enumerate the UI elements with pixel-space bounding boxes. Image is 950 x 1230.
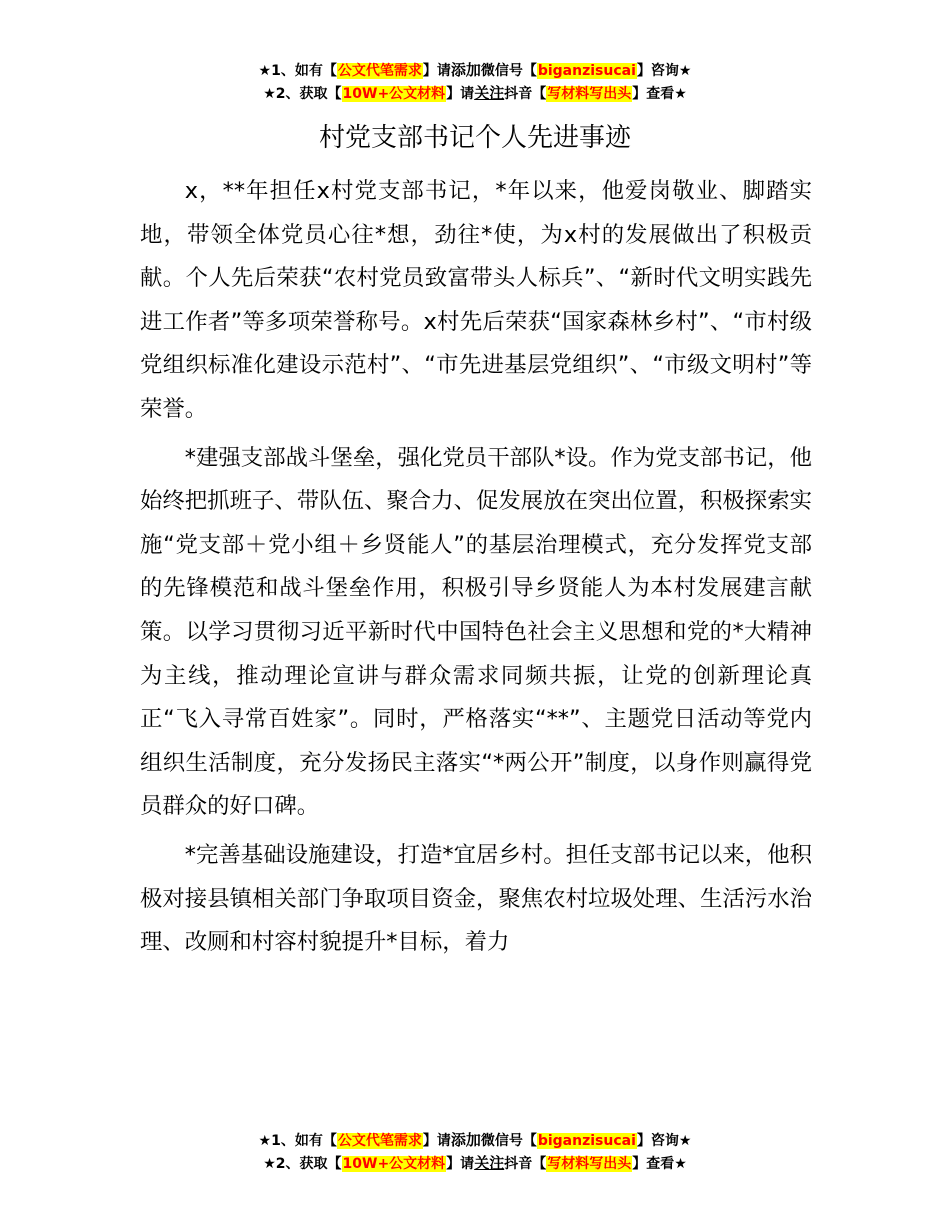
document-title: 村党支部书记个人先进事迹	[318, 123, 631, 153]
banner-highlight: 写材料写出头	[547, 86, 632, 102]
banner-text: ★2、获取【	[263, 1156, 342, 1172]
footer-banner	[0, 1129, 950, 1175]
banner-line-2	[0, 82, 950, 105]
banner-text: ★2、获取【	[263, 86, 342, 102]
banner-text: 抖音【	[504, 86, 547, 102]
header-banner	[0, 59, 950, 105]
banner-highlight: 10W+公文材料	[342, 86, 446, 102]
banner-line-1	[0, 59, 950, 82]
banner-highlight: biganzisucai	[537, 1133, 636, 1149]
banner-line-1	[0, 1129, 950, 1152]
paragraph-3: *完善基础设施建设，打造*宜居乡村。担任支部书记以来，他积极对接县镇相关部门争取项目资金，聚焦农村垃圾处理、生活污水治理、改厕和村容村貌提升*目标，着力	[140, 841, 812, 956]
banner-emphasis: 关注	[474, 84, 505, 102]
banner-highlight: 10W+公文材料	[342, 1156, 446, 1172]
banner-text: 抖音【	[504, 1156, 547, 1172]
paragraph-2: *建强支部战斗堡垒，强化党员干部队*设。作为党支部书记，他始终把抓班子、带队伍、聚合力、促发展放在突出位置，积极探索实施“党支部＋党小组＋乡贤能人”的基层治理模式，充分发挥党支部的先锋模范和战斗堡垒作用，积极引导乡贤能人为本村发展建言献策。以学习贯彻习近平新时代中国特色社会主义思想和党的*大精神为主线，推动理论宣讲与群众需求同频共振，让党的创新理论真正“飞入寻常百姓家”。同时，严格落实“**”、主题党日活动等党内组织生活制度，充分发扬民主落实“*两公开”制度，以身作则赢得党员群众的好口碑。	[140, 444, 812, 820]
banner-text: 微信号【	[480, 1133, 537, 1149]
banner-highlight: 公文代笔需求	[337, 63, 422, 79]
banner-text: ★1、如有【	[258, 63, 337, 79]
banner-text: 】查看★	[632, 86, 687, 102]
banner-highlight: 公文代笔需求	[337, 1133, 422, 1149]
document-body	[140, 170, 812, 970]
banner-text: 】请	[446, 86, 475, 102]
banner-text: 】咨询★	[636, 63, 692, 79]
banner-highlight: 写材料写出头	[547, 1156, 632, 1172]
banner-text: 】请	[446, 1156, 475, 1172]
banner-emphasis: 添加	[450, 61, 481, 79]
banner-text: 】查看★	[632, 1156, 687, 1172]
banner-text: 】请	[422, 63, 451, 79]
banner-text: ★1、如有【	[258, 1133, 337, 1149]
banner-text: 微信号【	[480, 63, 537, 79]
banner-text: 】请	[422, 1133, 451, 1149]
banner-emphasis: 添加	[450, 1131, 481, 1149]
paragraph-1: x，**年担任x村党支部书记，*年以来，他爱岗敬业、脚踏实地，带领全体党员心往*想，劲往*使，为x村的发展做出了积极贡献。个人先后荣获“农村党员致富带头人标兵”、“新时代文明实践先进工作者”等多项荣誉称号。x村先后荣获“国家森林乡村”、“市村级党组织标准化建设示范村”、“市先进基层党组织”、“市级文明村”等荣誉。	[140, 178, 812, 422]
banner-text: 】咨询★	[636, 1133, 692, 1149]
banner-line-2	[0, 1152, 950, 1175]
banner-emphasis: 关注	[474, 1154, 505, 1172]
banner-highlight: biganzisucai	[537, 63, 636, 79]
